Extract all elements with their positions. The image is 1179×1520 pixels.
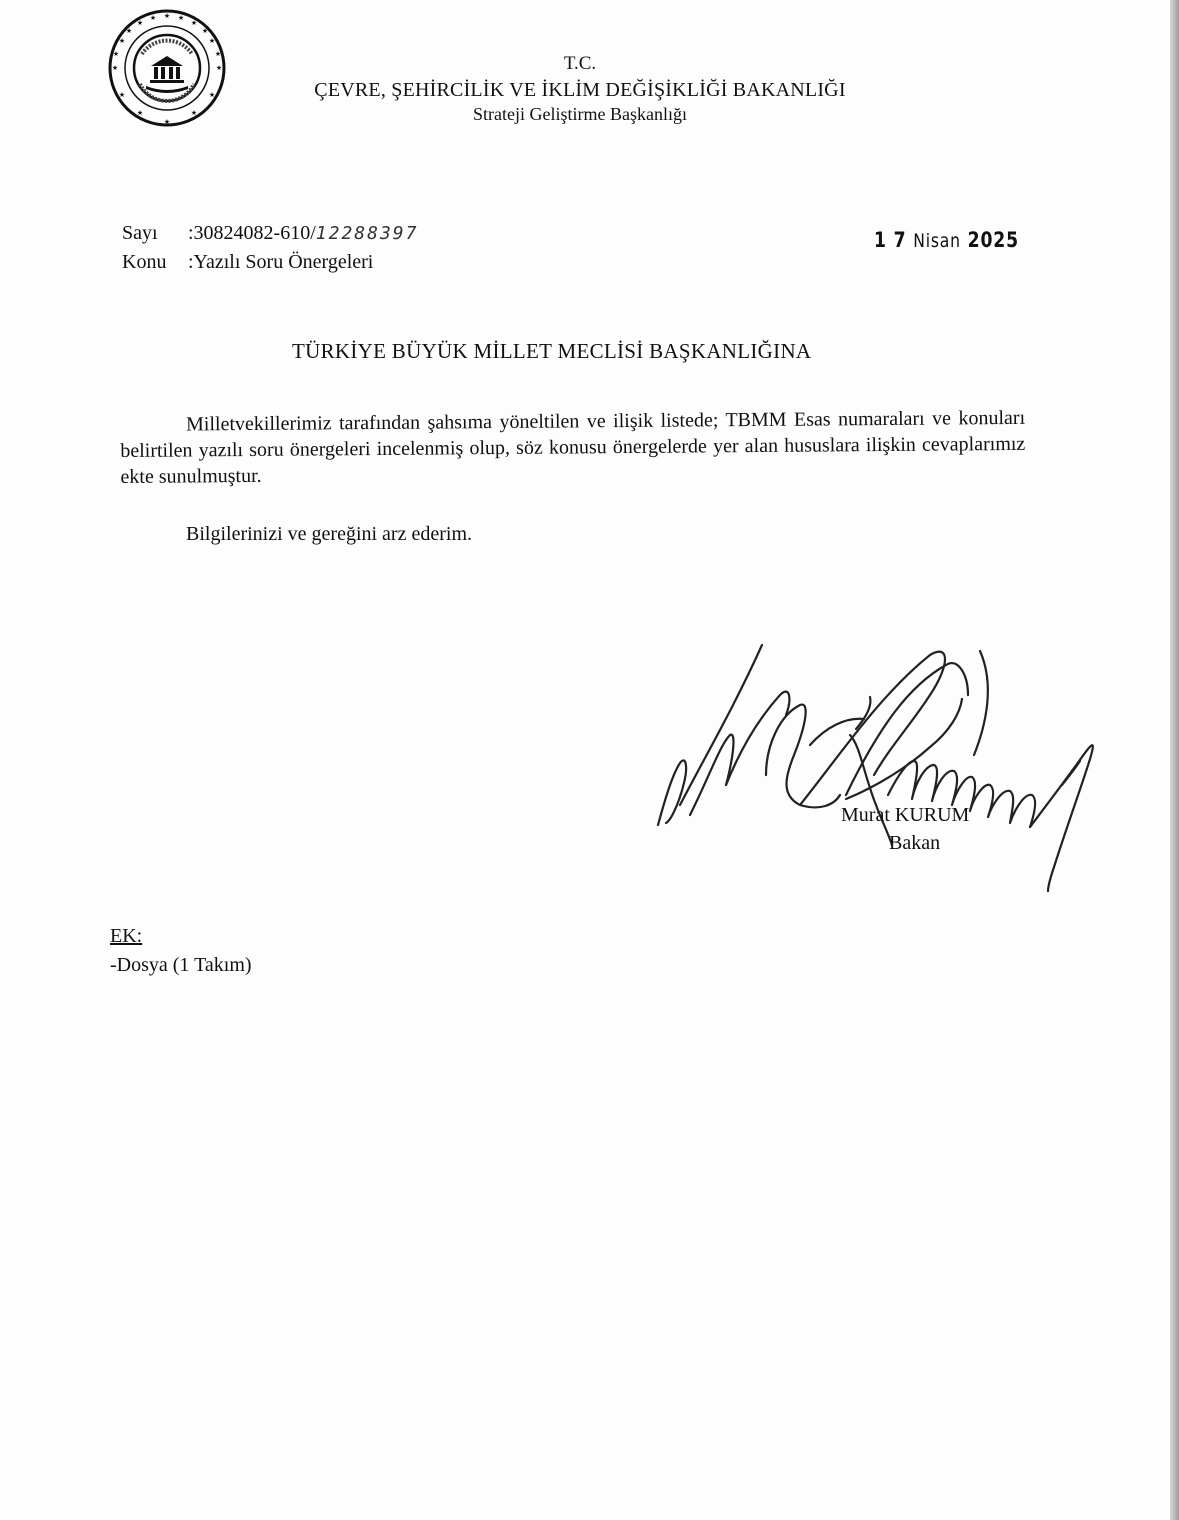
addressee: TÜRKİYE BÜYÜK MİLLET MECLİSİ BAŞKANLIĞINA [292, 339, 812, 363]
svg-text:★: ★ [136, 109, 144, 117]
svg-text:★: ★ [215, 64, 223, 72]
svg-text:★: ★ [136, 19, 144, 27]
header-department: Strateji Geliştirme Başkanlığı [473, 104, 687, 124]
date-month: Nisan [913, 230, 961, 252]
svg-text:★: ★ [118, 37, 126, 45]
sayi-line [122, 222, 418, 245]
document-date [874, 228, 1019, 252]
body-paragraph: Milletvekillerimiz tarafından şahsıma yöneltilen ve ilişik listede; TBMM Esas numaraları ve konuları belirtilen yazılı soru önergeleri incelenmiş olup, söz konusu önergelerde yer alan hususlara ilişkin cevaplarımız ekte sunulmuştur. [120, 406, 1026, 488]
header-state: T.C. [563, 53, 597, 74]
svg-text:★: ★ [125, 27, 133, 35]
svg-text:★: ★ [163, 118, 171, 126]
svg-text:★: ★ [201, 27, 209, 35]
svg-text:★: ★ [177, 14, 185, 22]
svg-text:★: ★ [111, 64, 119, 72]
sayi-value: :30824082-610/ [188, 222, 316, 244]
page-edge-shadow [1170, 0, 1179, 1520]
handwritten-signature [650, 635, 1110, 895]
svg-text:★: ★ [163, 12, 171, 20]
svg-text:★: ★ [208, 37, 216, 45]
sayi-handwritten-number: 12288397 [315, 223, 419, 244]
signer-name: Murat KURUM [841, 804, 970, 826]
sayi-label: Sayı [122, 222, 158, 244]
svg-text:★: ★ [190, 19, 198, 27]
attachment-item: -Dosya (1 Takım) [110, 954, 252, 976]
konu-label: Konu [122, 251, 167, 273]
closing-line: Bilgilerinizi ve gereğini arz ederim. [186, 523, 472, 545]
svg-text:★: ★ [214, 50, 222, 58]
svg-text:★: ★ [190, 109, 198, 117]
svg-text:★: ★ [118, 91, 126, 99]
date-day: 1 7 [874, 228, 907, 252]
konu-line [122, 251, 373, 274]
attachments-label: EK: [110, 925, 143, 947]
svg-text:★: ★ [149, 14, 157, 22]
signer-title: Bakan [889, 832, 941, 854]
date-year: 2025 [967, 228, 1019, 252]
konu-value: :Yazılı Soru Önergeleri [188, 251, 374, 273]
svg-text:★: ★ [112, 50, 120, 58]
header-ministry: ÇEVRE, ŞEHİRCİLİK VE İKLİM DEĞİŞİKLİĞİ BAKANLIĞI [314, 79, 846, 101]
svg-text:★: ★ [208, 91, 216, 99]
body-text [120, 405, 1026, 490]
